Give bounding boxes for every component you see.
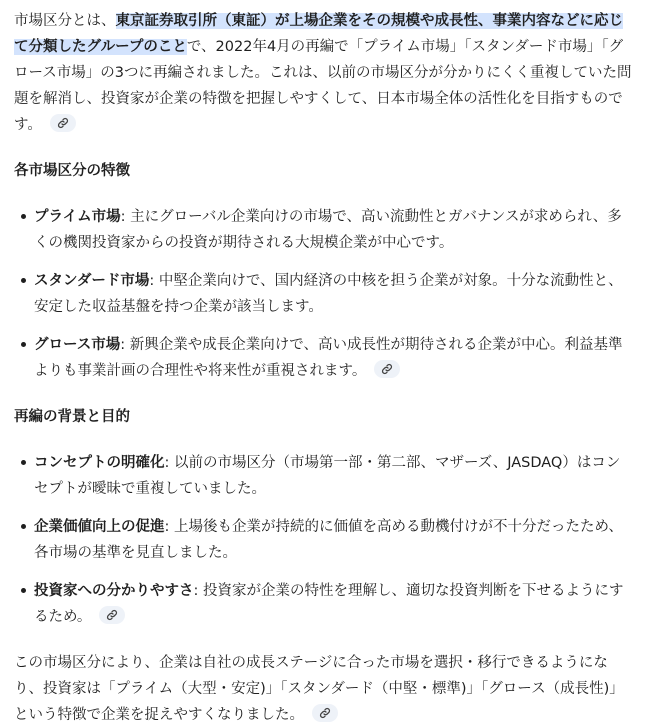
- source-link-button[interactable]: [50, 114, 76, 132]
- link-icon: [381, 363, 393, 375]
- conclusion-paragraph: [14, 650, 632, 728]
- list-item-term: スタンダード市場: [34, 273, 150, 289]
- list-item: [34, 514, 632, 566]
- list-item-term: プライム市場: [34, 209, 121, 225]
- conclusion-text: この市場区分により、企業は自社の成長ステージに合った市場を選択・移行できるようになり、投資家は「プライム（大型・安定)」「スタンダード（中堅・標準)」「グロース（成長性)」という特徴で企業を捉えやすくなりました。: [14, 655, 624, 723]
- source-link-button[interactable]: [312, 704, 338, 722]
- link-icon: [319, 707, 331, 719]
- source-link-button[interactable]: [99, 606, 125, 624]
- link-icon: [106, 609, 118, 621]
- intro-rest: で、2022年4月の再編で「プライム市場」「スタンダード市場」「グロース市場」の3つに再編されました。これは、以前の市場区分が分かりにくく重複していた問題を解消し、投資家が企業の特徴を把握しやすくして、日本市場全体の活性化を目指すものです。: [14, 39, 632, 133]
- intro-highlight: 東京証券取引所（東証）が上場企業をその規模や成長性、事業内容などに応じて分類したグループのこと: [14, 13, 623, 55]
- list-item-term: 投資家への分かりやすさ: [34, 583, 194, 599]
- list-item-text: : 中堅企業向けで、国内経済の中核を担う企業が対象。十分な流動性と、安定した収益基盤を持つ企業が該当します。: [34, 273, 623, 315]
- list-item-text: : 投資家が企業の特性を理解し、適切な投資判断を下せるようにするため。: [34, 583, 624, 625]
- list-item-term: 企業価値向上の促進: [34, 519, 165, 535]
- list-item-text: : 主にグローバル企業向けの市場で、高い流動性とガバナンスが求められ、多くの機関投資家からの投資が期待される大規模企業が中心です。: [34, 209, 622, 251]
- features-list: [14, 204, 632, 384]
- list-item: [34, 268, 632, 320]
- section-heading-features: 各市場区分の特徴: [14, 163, 130, 179]
- background-list: [14, 450, 632, 630]
- source-link-button[interactable]: [374, 360, 400, 378]
- list-item: [34, 578, 632, 630]
- list-item-text: : 以前の市場区分（市場第一部・第二部、マザーズ、JASDAQ）はコンセプトが曖昧で重複していました。: [34, 455, 621, 497]
- link-icon: [57, 117, 69, 129]
- intro-lead: 市場区分とは、: [14, 13, 116, 29]
- list-item-text: : 新興企業や成長企業向けで、高い成長性が期待される企業が中心。利益基準よりも事業計画の合理性や将来性が重視されます。: [34, 337, 623, 379]
- intro-paragraph: [14, 8, 632, 138]
- list-item-term: グロース市場: [34, 337, 121, 353]
- section-heading-background: 再編の背景と目的: [14, 409, 130, 425]
- list-item: [34, 450, 632, 502]
- list-item: [34, 204, 632, 256]
- list-item-term: コンセプトの明確化: [34, 455, 165, 471]
- list-item: [34, 332, 632, 384]
- list-item-text: : 上場後も企業が持続的に価値を高める動機付けが不十分だったため、各市場の基準を見直しました。: [34, 519, 623, 561]
